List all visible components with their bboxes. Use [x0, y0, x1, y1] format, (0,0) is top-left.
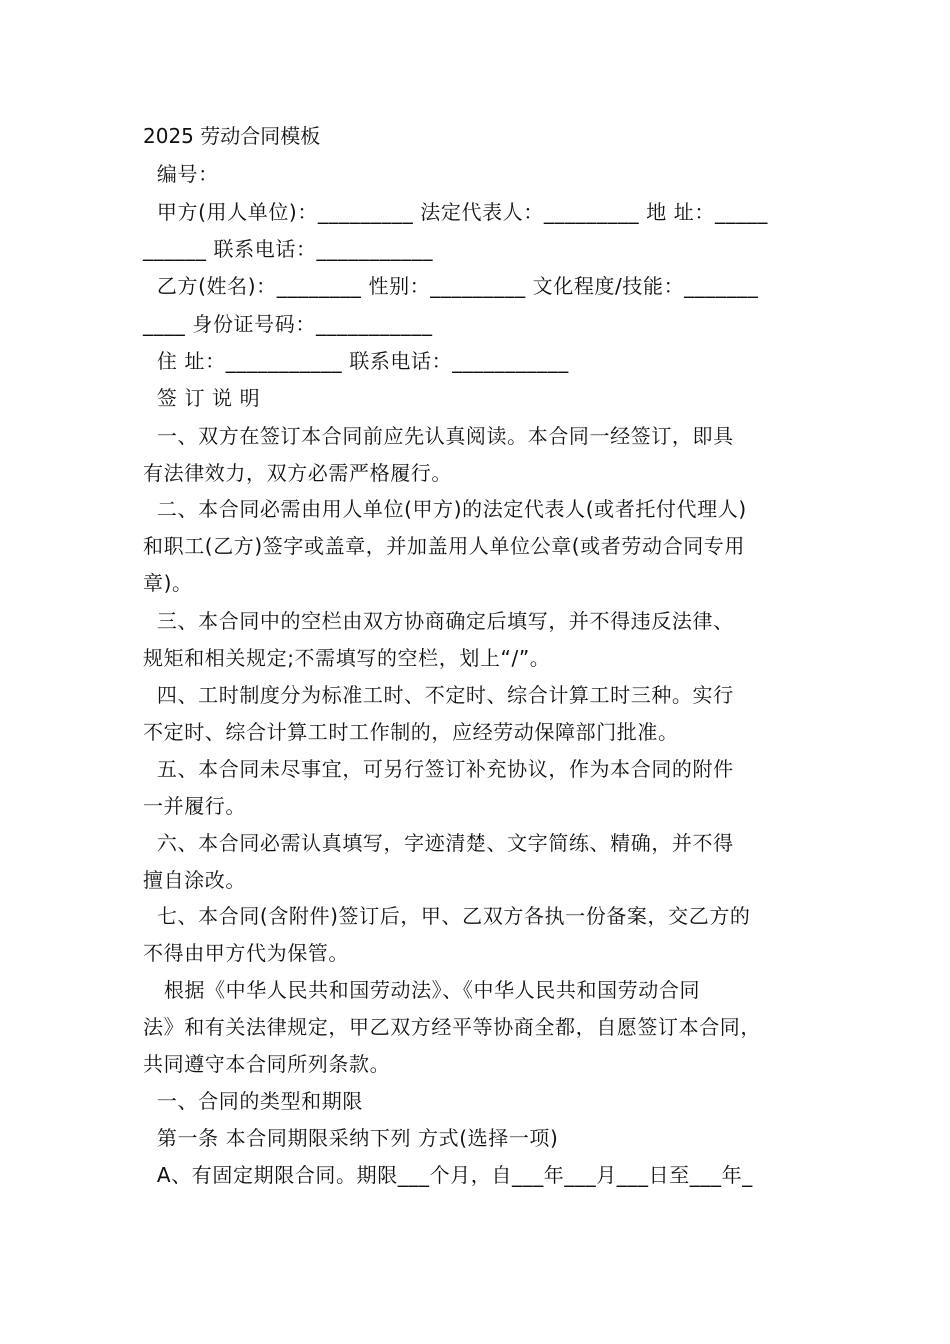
note-2-line-1: 二、本合同必需由用人单位(甲方)的法定代表人(或者托付代理人) — [143, 497, 747, 521]
note-7-line-1: 七、本合同(含附件)签订后，甲、乙双方各执一份备案，交乙方的 — [143, 904, 751, 928]
note-4-line-1: 四、工时制度分为标准工时、不定时、综合计算工时三种。实行 — [143, 683, 734, 707]
preamble-line-2: 法》和有关法律规定，甲乙双方经平等协商全都，自愿签订本合同， — [143, 1015, 761, 1039]
note-5-line-2: 一并履行。 — [143, 794, 246, 818]
note-5-line-1: 五、本合同未尽事宜，可另行签订补充协议，作为本合同的附件 — [143, 757, 734, 781]
contract-number-line: 编号： — [143, 162, 219, 186]
preamble-line-1: 根据《中华人民共和国劳动法》、《中华人民共和国劳动合同 — [143, 978, 701, 1002]
note-2-line-3: 章)。 — [143, 571, 193, 595]
address-line: 住 址：___________ 联系电话：___________ — [143, 349, 569, 373]
note-6-line-1: 六、本合同必需认真填写，字迹清楚、文字简练、精确，并不得 — [143, 831, 734, 855]
signing-notes-heading: 签 订 说 明 — [143, 386, 261, 410]
party-a-line: 甲方(用人单位)：_________ 法定代表人：_________ 地 址：_____ — [143, 200, 768, 224]
party-a-phone-line: ______ 联系电话：___________ — [143, 237, 434, 261]
document-title: 2025 劳动合同模板 — [143, 124, 321, 148]
note-3-line-2: 规矩和相关规定;不需填写的空栏，划上“/”。 — [143, 646, 551, 670]
note-3-line-1: 三、本合同中的空栏由双方协商确定后填写，并不得违反法律、 — [143, 609, 734, 633]
note-6-line-2: 擅自涂改。 — [143, 868, 246, 892]
option-a-line: A、有固定期限合同。期限___个月，自___年___月___日至___年_ — [143, 1163, 753, 1187]
note-1-line-2: 有法律效力，双方必需严格履行。 — [143, 461, 452, 485]
note-2-line-2: 和职工(乙方)签字或盖章，并加盖用人单位公章(或者劳动合同专用 — [143, 534, 746, 558]
note-4-line-2: 不定时、综合计算工时工作制的，应经劳动保障部门批准。 — [143, 720, 679, 744]
note-7-line-2: 不得由甲方代为保管。 — [143, 941, 349, 965]
article-1-line: 第一条 本合同期限采纳下列 方式(选择一项) — [143, 1126, 559, 1150]
section-1-heading: 一、合同的类型和期限 — [143, 1089, 363, 1113]
note-1-line-1: 一、双方在签订本合同前应先认真阅读。本合同一经签订，即具 — [143, 424, 734, 448]
preamble-line-3: 共同遵守本合同所列条款。 — [143, 1052, 391, 1076]
party-b-line: 乙方(姓名)：________ 性别：_________ 文化程度/技能：_______ — [143, 274, 759, 298]
party-b-id-line: ____ 身份证号码：___________ — [143, 312, 433, 336]
